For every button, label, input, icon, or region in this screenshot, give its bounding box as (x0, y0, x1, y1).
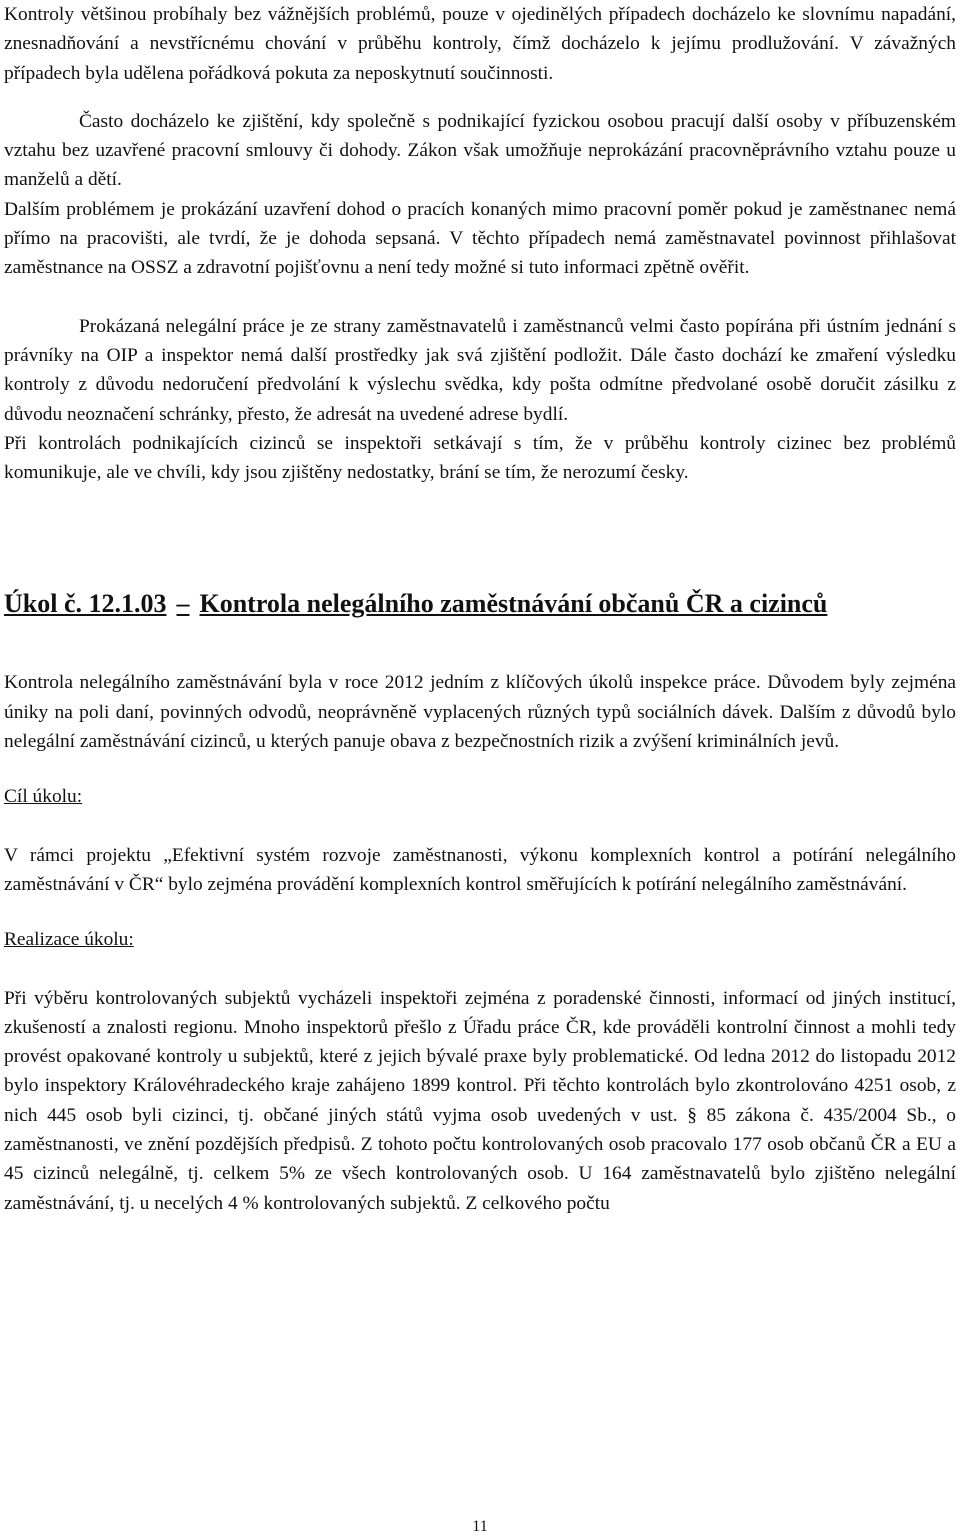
task-heading (4, 588, 956, 620)
realization-label: Realizace úkolu: (4, 929, 134, 951)
paragraph-agreements: Dalším problémem je prokázání uzavření dohod o pracích konaných mimo pracovní poměr pokud je zaměstnanec nemá přímo na pracovišti, ale tvrdí, že je dohoda sepsaná. V těchto případech nemá zaměstnavatel povinnost přihlašovat zaměstnance na OSSZ a zdravotní pojišťovnu a není tedy možné si tuto informaci zpětně ověřit. (4, 198, 956, 279)
task-title: Kontrola nelegálního zaměstnávání občanů ČR a cizinců (199, 589, 828, 619)
paragraph-foreigners: Při kontrolách podnikajících cizinců se inspektoři setkávají s tím, že v průběhu kontroly cizinec bez problémů komunikuje, ale ve chvíli, kdy jsou zjištěny nedostatky, brání se tím, že nerozumí česky. (4, 432, 956, 484)
paragraph-goal: V rámci projektu „Efektivní systém rozvoje zaměstnanosti, výkonu komplexních kontrol a potírání nelegálního zaměstnávání v ČR“ bylo zejména provádění komplexních kontrol směřujících k potírání nelegálního zaměstnávání. (4, 844, 956, 895)
task-dash: – (176, 589, 190, 619)
paragraph-inspection-problems: Kontroly většinou probíhaly bez vážnějších problémů, pouze v ojedinělých případech docházelo ke slovnímu napadání, znesnadňování a nevstřícnému chování v průběhu kontroly, čímž docházelo k jejímu prodlužování. V závažných případech byla udělena pořádková pokuta za neposkytnutí součinnosti. (4, 4, 956, 84)
goal-label: Cíl úkolu: (4, 786, 83, 808)
task-number: Úkol č. 12.1.03 (4, 589, 167, 619)
page-number: 11 (472, 1518, 488, 1535)
paragraph-denial: Prokázaná nelegální práce je ze strany zaměstnavatelů i zaměstnanců velmi často popírána při ústním jednání s právníky na OIP a inspektor nemá další prostředky jak svá zjištění podložit. Dále často dochází ke zmaření výsledku kontroly z důvodu nedoručení předvolání k výslechu svědka, kdy pošta odmítne předvolané osobě doručit zásilku z důvodu neoznačení schránky, přesto, že adresát na uvedené adrese bydlí. (4, 315, 956, 425)
paragraph-family-members: Často docházelo ke zjištění, kdy společně s podnikající fyzickou osobou pracují další osoby v příbuzenském vztahu bez uzavřené pracovní smlouvy či dohody. Zákon však umožňuje neprokázání pracovněprávního vztahu pouze u manželů a dětí. (4, 110, 956, 191)
paragraph-realization: Při výběru kontrolovaných subjektů vycházeli inspektoři zejména z poradenské činnosti, informací od jiných institucí, zkušeností a znalosti regionu. Mnoho inspektorů přešlo z Úřadu práce ČR, kde prováděli kontrolní činnost a mohli tedy provést opakované kontroly u subjektů, které z jejich bývalé praxe byly problematické. Od ledna 2012 do listopadu 2012 bylo inspektory Královéhradeckého kraje zahájeno 1899 kontrol. Při těchto kontrolách bylo zkontrolováno 4251 osob, z nich 445 osob byli cizinci, tj. občané jiných států vyjma osob uvedených v ust. § 85 zákona č. 435/2004 Sb., o zaměstnanosti, ve znění pozdějších předpisů. Z tohoto počtu kontrolovaných osob pracovalo 177 osob občanů ČR a EU a 45 cizinců nelegálně, tj. celkem 5% ze všech kontrolovaných osob. U 164 zaměstnavatelů bylo zjištěno nelegální zaměstnávání, tj. u necelých 4 % kontrolovaných subjektů. Z celkového počtu (4, 987, 956, 1214)
paragraph-intro: Kontrola nelegálního zaměstnávání byla v roce 2012 jedním z klíčových úkolů inspekce práce. Důvodem byly zejména úniky na poli daní, povinných odvodů, neoprávněně vyplacených různých typů sociálních dávek. Dalším z důvodů bylo nelegální zaměstnávání cizinců, u kterých panuje obava z bezpečnostních rizik a zvýšení kriminálních jevů. (4, 672, 956, 753)
document-page (4, 0, 956, 1218)
